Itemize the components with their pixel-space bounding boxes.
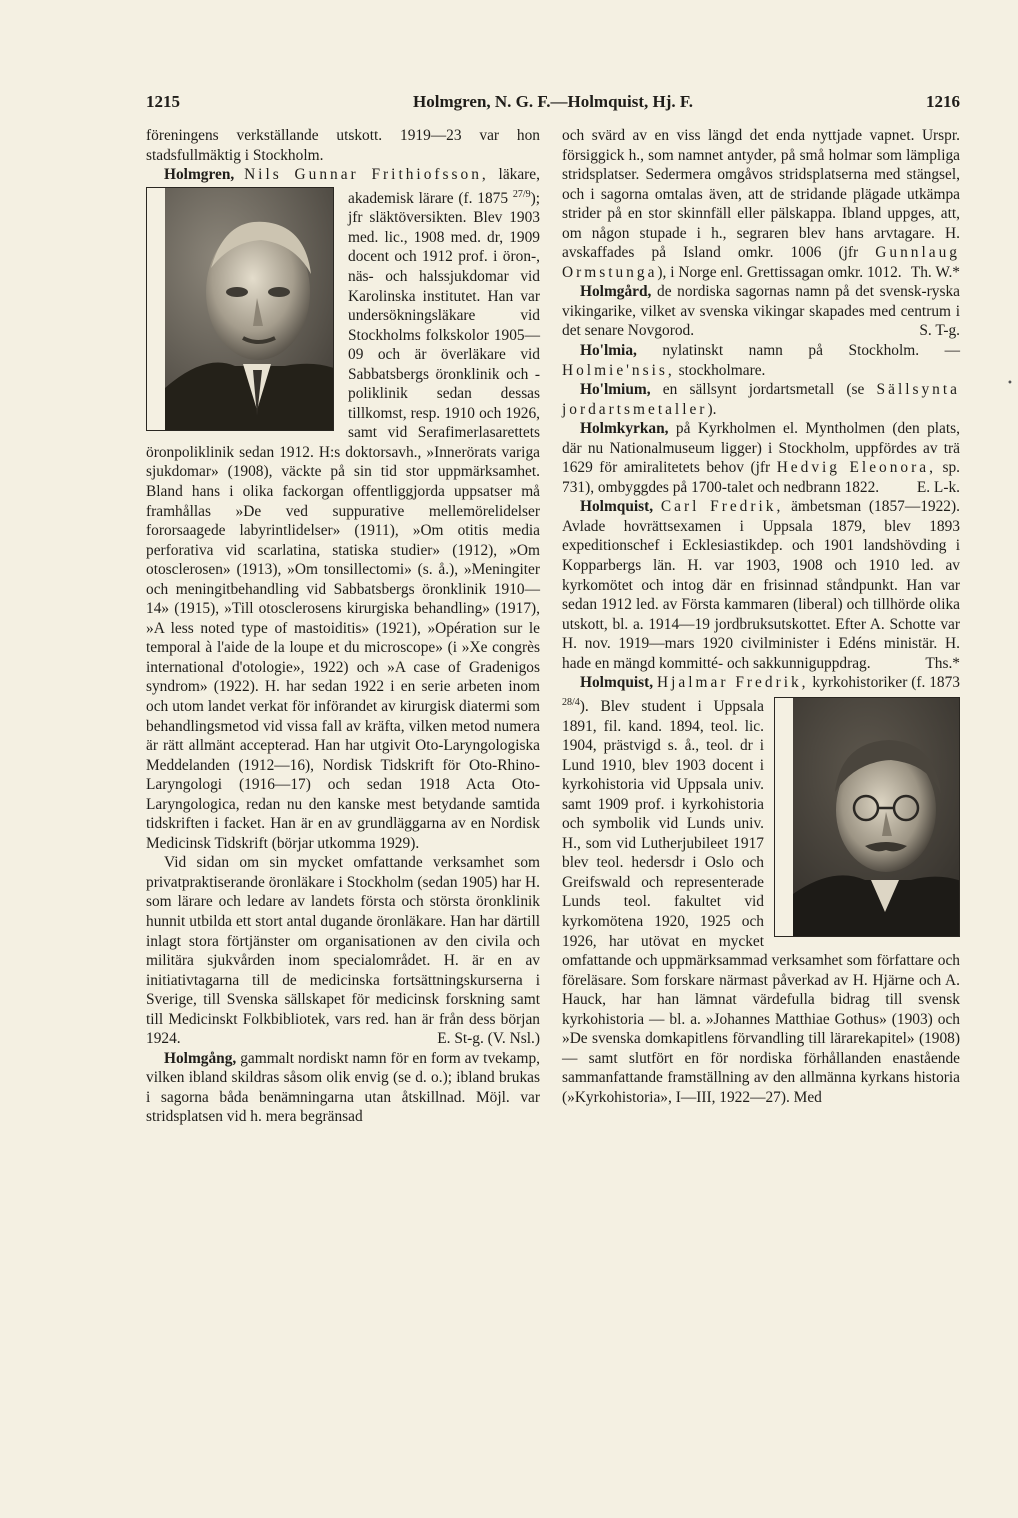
entry-holmium: Ho'lmium, en sällsynt jordartsmetall (se Sällsynta jordartsmetaller). (562, 381, 960, 418)
cross-reference: Sällsynta jordartsmetaller (562, 381, 960, 418)
entry-headword: Ho'lmium, (580, 381, 651, 399)
entry-holmkyrkan: Holmkyrkan, på Kyrkholmen el. Myntholmen (den plats, där nu Nationalmuseum ligger) i Stockholm, uppfördes av trä 1629 för amiralitetets behov (jfr Hedvig Eleonora, sp. 731), ombyggdes på 1700-talet och nedbrann 1822. E. L-k. (562, 420, 960, 496)
entry-holmquist-hjalmar: Holmquist, Hjalmar Fredrik, kyrkohistoriker (f. 1873 $^{28/4}$ ). Blev student i Uppsala 1891, fil. kand. 1894, teol. lic. 1904, prästvigd s. å., teol. dr i Lund 1910, blev 1903 docent i kyrkohistoria vid Uppsala univ. samt 1909 prof. i kyrkohistoria och symbolik vid Lunds univ. H., som vid Lutherjubileet 1917 blev teol. hedersdr i Oslo och Greifswald och representerade Lunds teol. fakultet vid kyrkomötena 1920, 1925 och 1926, har utövat en mycket omfattande och uppmärksammad verksamhet som författare och föreläsare. Som forskare närmast påverkad av H. Hjärne och A. Hauck, har han lämnat värdefulla bidrag till svensk kyrkohistoria — bl. a. »Johannes Matthiae Gothus» (1903) och »De svenska domkapitlens förvandling till lärarekapitel» (1908) — samt slutfört en för nordiska förhållanden enastående sammanfattande framställning av den allmänna kyrkans historia (»Kyrkohistoria», I—III, 1922—27). Med (562, 673, 960, 1107)
entry-spaced-name: Nils Gunnar Frithiofsson, (244, 166, 489, 184)
entry-headword: Holmgård, (580, 283, 652, 301)
entry-headword: Holmquist, (580, 498, 654, 516)
author-signature: E. L-k. (916, 478, 960, 496)
entry-headword: Ho'lmia, (580, 342, 637, 360)
entry-holmgang: Holmgång, gammalt nordiskt namn för en form av tvekamp, vilken ibland skildras såsom olik envig (se d. o.); ibland brukas i sagorna båda benämningarna utan åtskillnad. Möjl. var stridsplatsen vid h. mera begränsad (146, 1049, 540, 1126)
portrait-photo (774, 697, 960, 937)
entry-spaced-name: Hjalmar Fredrik, (657, 674, 809, 692)
entry-spaced-name: Holmie'nsis, (562, 361, 675, 379)
margin-mark: • (1007, 378, 1013, 389)
right-page-number: 1216 (926, 92, 960, 111)
entry-headword: Holmgren, (164, 166, 235, 184)
cross-reference: Hedvig Eleonora, (776, 459, 936, 477)
entry-spaced-name: Carl Fredrik, (660, 498, 784, 516)
entry-holmquist-carl: Holmquist, Carl Fredrik, ämbetsman (1857—1922). Avlade hovrättsexamen i Uppsala 1879, blev 1893 expeditionschef i Ecklesiastikdep. och 1901 landshövding i Kopparbergs län. H. var 1903, 1908 och 1910 led. av kyrkomötet och intog där en frisinnad ståndpunkt. Han var sedan 1912 led. av Första kammaren (liberal) och tillhörde olika utskott, bl. a. 1914—19 jordbruksutskottet. Efter A. Schotte var H. nov. 1919—mars 1920 civilminister i Edéns ministär. H. hade en mängd kommitté- och sakkunniguppdrag. Ths.* (562, 498, 960, 672)
entry-holmgren: Holmgren, Nils Gunnar Frithiofsson, läkare, akademisk lärare (f. 1875 $^{27/9}$ ); jfr släktöversikten. Blev 1903 med. lic., 1908 med. dr, 1909 docent och 1912 prof. i öron-, näs- och halssjukdomar vid Karolinska institutet. Han var undersökningsläkare vid Stockholms folkskolor 1905—09 och är överläkare vid Sabbatsbergs öronklinik och -poliklinik sedan dessas tillkomst, resp. 1910 och 1926, samt vid Serafimerlasarettets öronpoliklinik sedan 1912. H:s doktorsavh., »Innerörats variga sjukdomar» (1908), väckte på sin tid stor uppmärksamhet. Bland hans i olika fackorgan offentliggjorda uppsatser må framhållas »De ved suppurative mellemörelidelser fororsaagede labyrintlidelser» (1911), »Om otitis media perforativa vid scarlatina, statiska studier» (1912), »Om otosclerosen» (1913), »Om tonsillectomi» (s. å.), »Meningiter och meningitbehandling vid Sabbatsbergs öronklinik 1910—14» (1915), »Till otosclerosens kirurgiska behandling» (1917), »A less noted type of mastoiditis» (1921), »Opération sur le temporal à l'aide de la loupe et du microscope» (i »Xe congrès international d'otologie», 1922) och »A case of Gradenigos syndrom» (1922). H. har sedan 1922 i en serie arbeten inom och utom landet verkat för införandet av kirurgisk diatermi som behandlingsmetod vid vissa fall av kräfta, vilken metod numera är rätt allmänt accepterad. Han har utgivit Oto-Laryngologiska Meddelanden (1912—16), Nordisk Tidskrift för Oto-Rhino-Laryngologi (1916—17) och sedan 1918 Acta Oto-Laryngologica, redan nu den kanske mest betydande samtida tidskriften i facket. Han är en av grundläggarna av en Nordisk Medicinsk Tidskrift (börjar utkomma 1929). (146, 166, 540, 852)
author-signature: Ths.* (925, 654, 960, 672)
portrait-photo (146, 187, 334, 431)
paragraph: föreningens verkställande utskott. 1919—23 var hon stadsfullmäktig i Stockholm. (146, 127, 540, 164)
entry-headword: Holmkyrkan, (580, 420, 669, 438)
portrait-left-icon (165, 188, 334, 431)
author-signature: Th. W.* (910, 263, 960, 281)
entry-holmia: Ho'lmia, nylatinskt namn på Stockholm. — Holmie'nsis, stockholmare. (562, 342, 960, 379)
paragraph: och svärd av en viss längd det enda nyttjade vapnet. Urspr. försiggick h., som namnet antyder, på små holmar som lämpliga stridsplatser. Sedermera omgåvos stridsplatserna med stängsel, och i sagorna omtalas även, att de stridande plägade utkämpa strider på en stor skinnfäll eller pälskappa. Ibland uppges, att, om någon stupade i h., segraren blev hans arvtagare. H. avskaffades på Island omkr. 1006 (jfr Gunnlaug Ormstunga), i Norge enl. Grettissagan omkr. 1012. Th. W.* (562, 127, 960, 281)
date-fraction: 27/9 (512, 188, 531, 200)
entry-holmgard: Holmgård, de nordiska sagornas namn på det svensk-ryska vikingarike, vilket av svenska vikingar skapades med centrum i det senare Novgorod. S. T-g. (562, 283, 960, 340)
author-signature: S. T-g. (919, 322, 960, 340)
entry-headword: Holmgång, (164, 1049, 237, 1067)
author-signature: E. St-g. (V. Nsl.) (437, 1030, 540, 1048)
page-header (146, 92, 960, 114)
cross-reference: Gunnlaug Ormstunga (562, 244, 960, 281)
date-fraction: 28/4 (562, 696, 580, 708)
right-column (562, 126, 960, 1107)
paragraph: Vid sidan om sin mycket omfattande verksamhet som privatpraktiserande öronläkare i Stockholm (sedan 1905) har H. som lärare och ledare av landets första och största öronklinik hunnit utbilda ett stort antal dugande öronläkare. Han har därtill inlagt stora förtjänster om organisationen av den civila och militära sjukvården inom specialområdet. H. är en av initiativtagarna till de medicinska fortsättningskurserna i Sverige, till Svenska sällskapet för medicinsk forskning samt till Medicinskt Folkbibliotek, vars red. han är från dess början 1924. E. St-g. (V. Nsl.) (146, 854, 540, 1048)
entry-headword: Holmquist, (580, 674, 654, 692)
left-page-number: 1215 (146, 92, 180, 111)
portrait-right-icon (793, 698, 960, 937)
left-column (146, 126, 540, 1127)
running-title: Holmgren, N. G. F.—Holmquist, Hj. F. (413, 92, 693, 111)
